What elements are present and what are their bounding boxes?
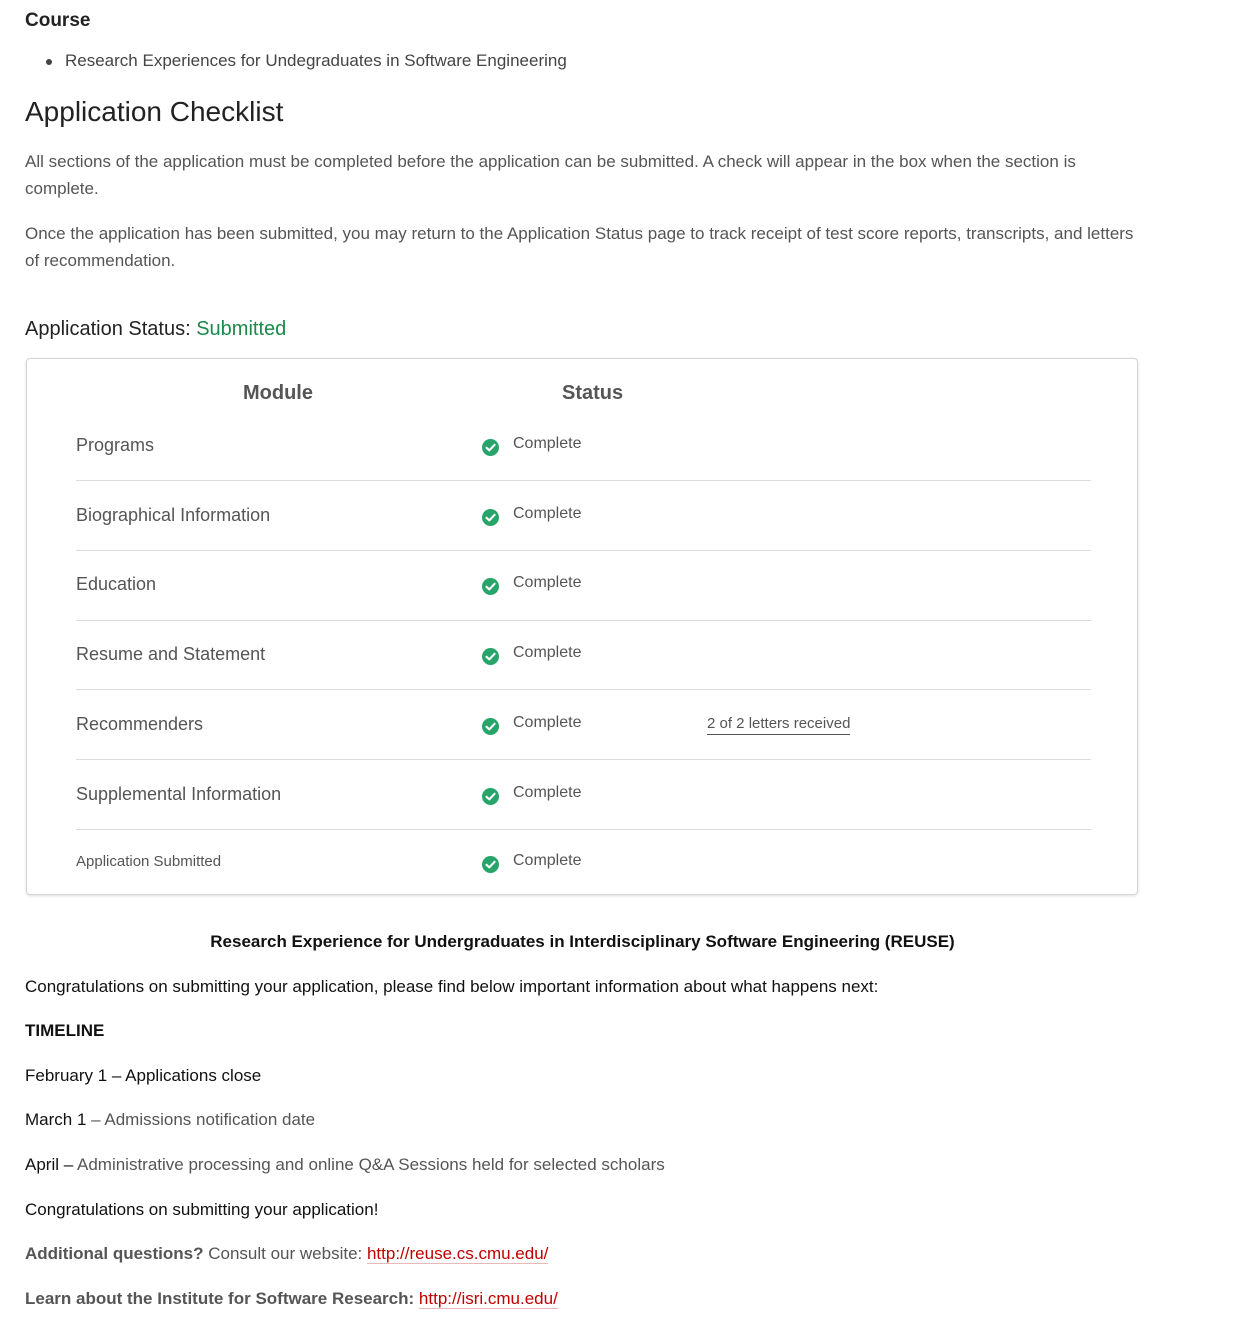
timeline-text: Administrative processing and online Q&A Sessions held for selected scholars: [76, 1155, 665, 1174]
timeline-date: February 1: [25, 1066, 108, 1085]
bullet-icon: [46, 59, 52, 65]
checklist-paragraph-2: Once the application has been submitted, you may return to the Application Status page to track receipt of test score reports, transcripts, and letters of recommendation.: [25, 224, 1134, 270]
timeline-date: March 1: [25, 1110, 87, 1129]
table-row: [76, 410, 1091, 481]
table-row: [76, 829, 1091, 895]
application-status-value: Submitted: [196, 318, 287, 340]
timeline-separator: –: [107, 1066, 126, 1085]
module-name: Application Submitted: [76, 853, 222, 870]
module-status-table: [26, 358, 1138, 895]
timeline-date: April: [25, 1155, 60, 1174]
timeline-item: [25, 1155, 665, 1175]
module-status: Complete: [513, 644, 582, 661]
reuse-title: Research Experience for Undergraduates in Interdisciplinary Software Engineering (REUSE): [210, 932, 955, 951]
module-name: Programs: [76, 435, 155, 455]
table-row: [76, 689, 1091, 760]
checklist-paragraph-1: All sections of the application must be completed before the application can be submitted. A check will appear in the box when the section is complete.: [25, 152, 1076, 198]
table-row: [76, 619, 1091, 690]
isr-info: [25, 1289, 558, 1309]
table-row: [76, 759, 1091, 830]
check-circle-icon: [482, 439, 499, 456]
application-status: [25, 318, 286, 341]
module-status: Complete: [513, 852, 582, 869]
isr-label: Learn about the Institute for Software Research:: [25, 1289, 415, 1308]
course-heading: Course: [25, 10, 91, 31]
module-name: Supplemental Information: [76, 784, 282, 804]
module-status: Complete: [513, 574, 582, 591]
timeline-separator: –: [86, 1110, 105, 1129]
table-row: [76, 550, 1091, 621]
module-status: Complete: [513, 714, 582, 731]
module-status: Complete: [513, 784, 582, 801]
table-row: [76, 480, 1091, 551]
application-status-label: Application Status:: [25, 318, 191, 340]
check-circle-icon: [482, 509, 499, 526]
check-circle-icon: [482, 718, 499, 735]
timeline-heading: TIMELINE: [25, 1021, 105, 1040]
additional-questions: [25, 1244, 548, 1264]
check-circle-icon: [482, 788, 499, 805]
module-name: Resume and Statement: [76, 644, 266, 664]
isr-website-link[interactable]: http://isri.cmu.edu/: [418, 1289, 558, 1308]
column-header-status: Status: [562, 382, 624, 404]
letters-received-link[interactable]: 2 of 2 letters received: [707, 715, 850, 735]
module-name: Recommenders: [76, 714, 204, 734]
check-circle-icon: [482, 648, 499, 665]
check-circle-icon: [482, 578, 499, 595]
checklist-title: Application Checklist: [25, 96, 284, 127]
timeline-item: [25, 1110, 315, 1130]
module-name: Biographical Information: [76, 505, 271, 525]
module-name: Education: [76, 574, 157, 594]
reuse-intro: Congratulations on submitting your application, please find below important information about what happens next:: [25, 977, 879, 996]
reuse-website-link[interactable]: http://reuse.cs.cmu.edu/: [366, 1244, 549, 1263]
check-circle-icon: [482, 856, 499, 873]
additional-questions-label: Additional questions?: [25, 1244, 204, 1263]
timeline-text: Applications close: [125, 1066, 262, 1085]
module-status: Complete: [513, 435, 582, 452]
congrats-message: Congratulations on submitting your application!: [25, 1200, 379, 1219]
timeline-item: [25, 1066, 261, 1086]
additional-questions-text: Consult our website:: [203, 1244, 367, 1263]
timeline-separator: –: [59, 1155, 77, 1174]
course-list-item: Research Experiences for Undegraduates in Software Engineering: [65, 51, 567, 70]
module-status: Complete: [513, 505, 582, 522]
column-header-module: Module: [243, 382, 313, 404]
timeline-text: Admissions notification date: [104, 1110, 316, 1129]
